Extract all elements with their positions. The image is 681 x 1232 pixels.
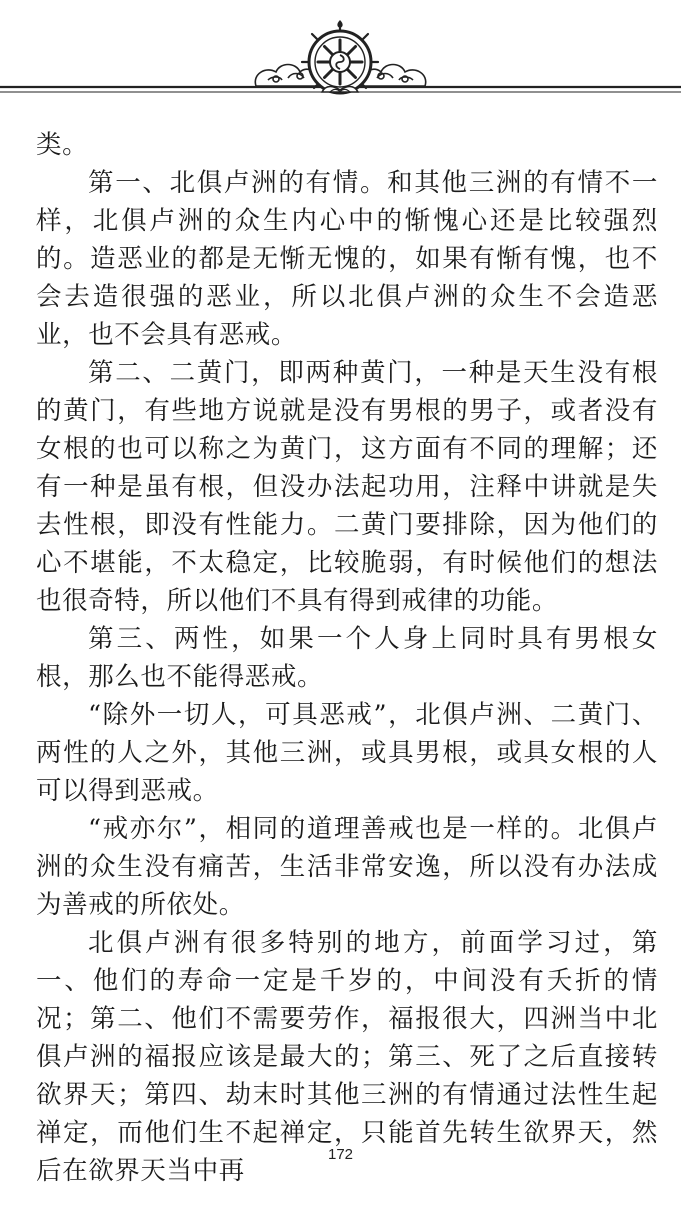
- page-body: [36, 126, 658, 1190]
- body-paragraph: 第三、两性，如果一个人身上同时具有男根女根，那么也不能得恶戒。: [36, 624, 658, 692]
- body-paragraph: 类。: [36, 130, 89, 160]
- body-paragraph: “除外一切人，可具恶戒”，北俱卢洲、二黄门、两性的人之外，其他三洲，或具男根，或具女根的人可以得到恶戒。: [36, 700, 658, 806]
- header-ornament: [0, 0, 681, 115]
- body-paragraph: 第二、二黄门，即两种黄门，一种是天生没有根的黄门，有些地方说就是没有男根的男子，或者没有女根的也可以称之为黄门，这方面有不同的理解；还有一种是虽有根，但没办法起功用，注释中讲就是失去性根，即没有性能力。二黄门要排除，因为他们的心不堪能，不太稳定，比较脆弱，有时候他们的想法也很奇特，所以他们不具有得到戒律的功能。: [36, 358, 658, 616]
- body-paragraph: 北俱卢洲有很多特别的地方，前面学习过，第一、他们的寿命一定是千岁的，中间没有夭折的情况；第二、他们不需要劳作，福报很大，四洲当中北俱卢洲的福报应该是最大的；第三、死了之后直接转欲界天；第四、劫末时其他三洲的有情通过法性生起禅定，而他们生不起禅定，只能首先转生欲界天，然后在欲界天当中再: [36, 928, 658, 1186]
- body-paragraph: “戒亦尔”，相同的道理善戒也是一样的。北俱卢洲的众生没有痛苦，生活非常安逸，所以没有办法成为善戒的所依处。: [36, 814, 658, 920]
- body-paragraph: 第一、北俱卢洲的有情。和其他三洲的有情不一样，北俱卢洲的众生内心中的惭愧心还是比较强烈的。造恶业的都是无惭无愧的，如果有惭有愧，也不会去造很强的恶业，所以北俱卢洲的众生不会造恶业，也不会具有恶戒。: [36, 168, 658, 350]
- page-number: 172: [327, 1146, 354, 1163]
- page-header: [0, 0, 681, 115]
